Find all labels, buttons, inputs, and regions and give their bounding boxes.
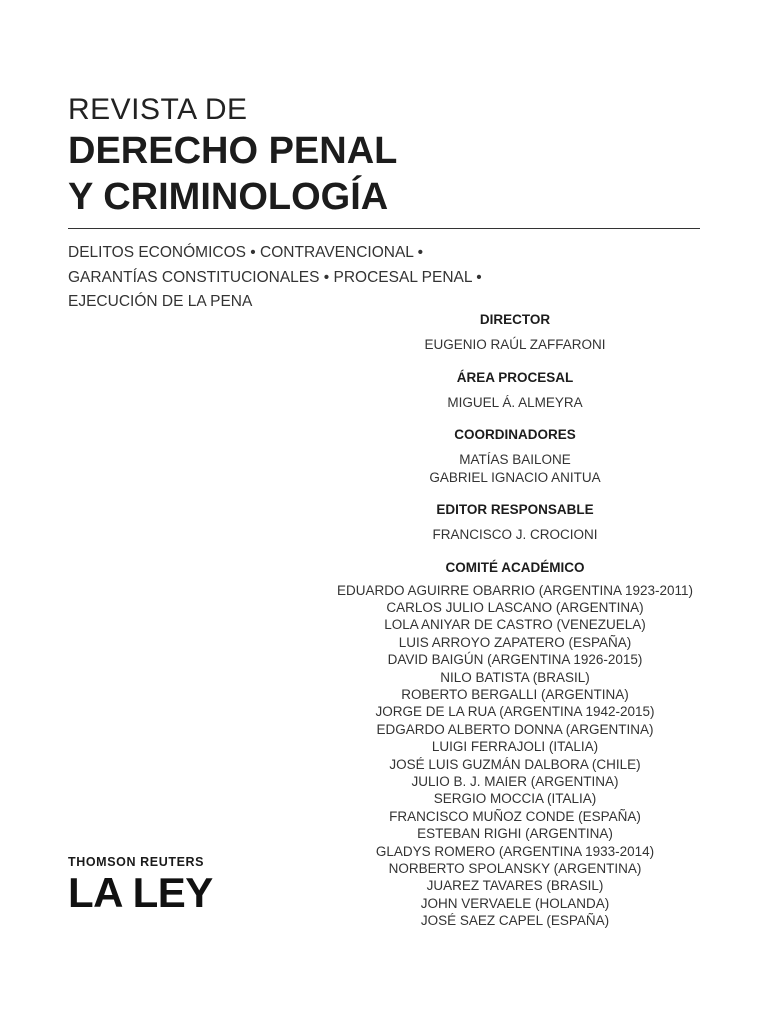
editor-label: EDITOR RESPONSABLE (436, 502, 594, 517)
area-procesal-label: ÁREA PROCESAL (456, 369, 574, 385)
area-procesal-name: MIGUEL Á. ALMEYRA (447, 394, 583, 410)
topics-line-3: EJECUCIÓN DE LA PENA (68, 293, 253, 310)
committee-list (300, 582, 730, 930)
committee-member: ESTEBAN RIGHI (ARGENTINA) (417, 826, 613, 842)
committee-member: GLADYS ROMERO (ARGENTINA 1933-2014) (375, 843, 655, 859)
title-divider (68, 228, 700, 229)
topics-line-2: GARANTÍAS CONSTITUCIONALES • PROCESAL PENAL • (68, 268, 482, 286)
journal-title-line-1: DERECHO PENAL (68, 130, 398, 172)
publisher-parent: THOMSON REUTERS (68, 855, 205, 869)
committee-member: DAVID BAIGÚN (ARGENTINA 1926-2015) (387, 652, 643, 668)
committee-member: JOSÉ LUIS GUZMÁN DALBORA (CHILE) (389, 756, 641, 772)
committee-label: COMITÉ ACADÉMICO (445, 559, 585, 575)
director-label: DIRECTOR (479, 312, 551, 327)
committee-member: LOLA ANIYAR DE CASTRO (VENEZUELA) (384, 617, 646, 633)
editor-name: FRANCISCO J. CROCIONI (432, 527, 598, 542)
committee-member: LUIS ARROYO ZAPATERO (ESPAÑA) (398, 634, 632, 650)
committee-member: SERGIO MOCCIA (ITALIA) (433, 791, 597, 807)
coordinator-name: MATÍAS BAILONE (459, 452, 571, 467)
committee-member: NORBERTO SPOLANSKY (ARGENTINA) (388, 861, 642, 876)
journal-title-line-2: Y CRIMINOLOGÍA (68, 176, 389, 218)
committee-member: JUAREZ TAVARES (BRASIL) (426, 878, 604, 894)
publisher-logo (68, 854, 213, 916)
committee-member: JOSÉ SAEZ CAPEL (ESPAÑA) (420, 913, 610, 929)
committee-member: EDUARDO AGUIRRE OBARRIO (ARGENTINA 1923-2011) (336, 582, 694, 598)
journal-pre-title: REVISTA DE (68, 93, 248, 126)
committee-member: LUIGI FERRAJOLI (ITALIA) (431, 739, 599, 755)
committee-member: JORGE DE LA RUA (ARGENTINA 1942-2015) (375, 704, 655, 720)
committee-member: FRANCISCO MUÑOZ CONDE (ESPAÑA) (389, 808, 641, 824)
coordinators-label: COORDINADORES (454, 427, 576, 442)
committee-member: JULIO B. J. MAIER (ARGENTINA) (411, 773, 619, 789)
director-name: EUGENIO RAÚL ZAFFARONI (424, 337, 606, 352)
committee-member: NILO BATISTA (BRASIL) (440, 669, 590, 685)
publisher-name: LA LEY (68, 869, 213, 916)
journal-header (68, 92, 700, 220)
committee-member: CARLOS JULIO LASCANO (ARGENTINA) (386, 599, 644, 615)
committee-member: JOHN VERVAELE (HOLANDA) (420, 895, 610, 911)
coordinator-name: GABRIEL IGNACIO ANITUA (429, 469, 601, 485)
masthead (300, 310, 730, 930)
committee-member: EDGARDO ALBERTO DONNA (ARGENTINA) (376, 721, 654, 737)
topics-line-1: DELITOS ECONÓMICOS • CONTRAVENCIONAL • (68, 244, 424, 261)
journal-topics (68, 241, 668, 315)
coordinators-list (300, 451, 730, 486)
committee-member: ROBERTO BERGALLI (ARGENTINA) (401, 686, 629, 702)
